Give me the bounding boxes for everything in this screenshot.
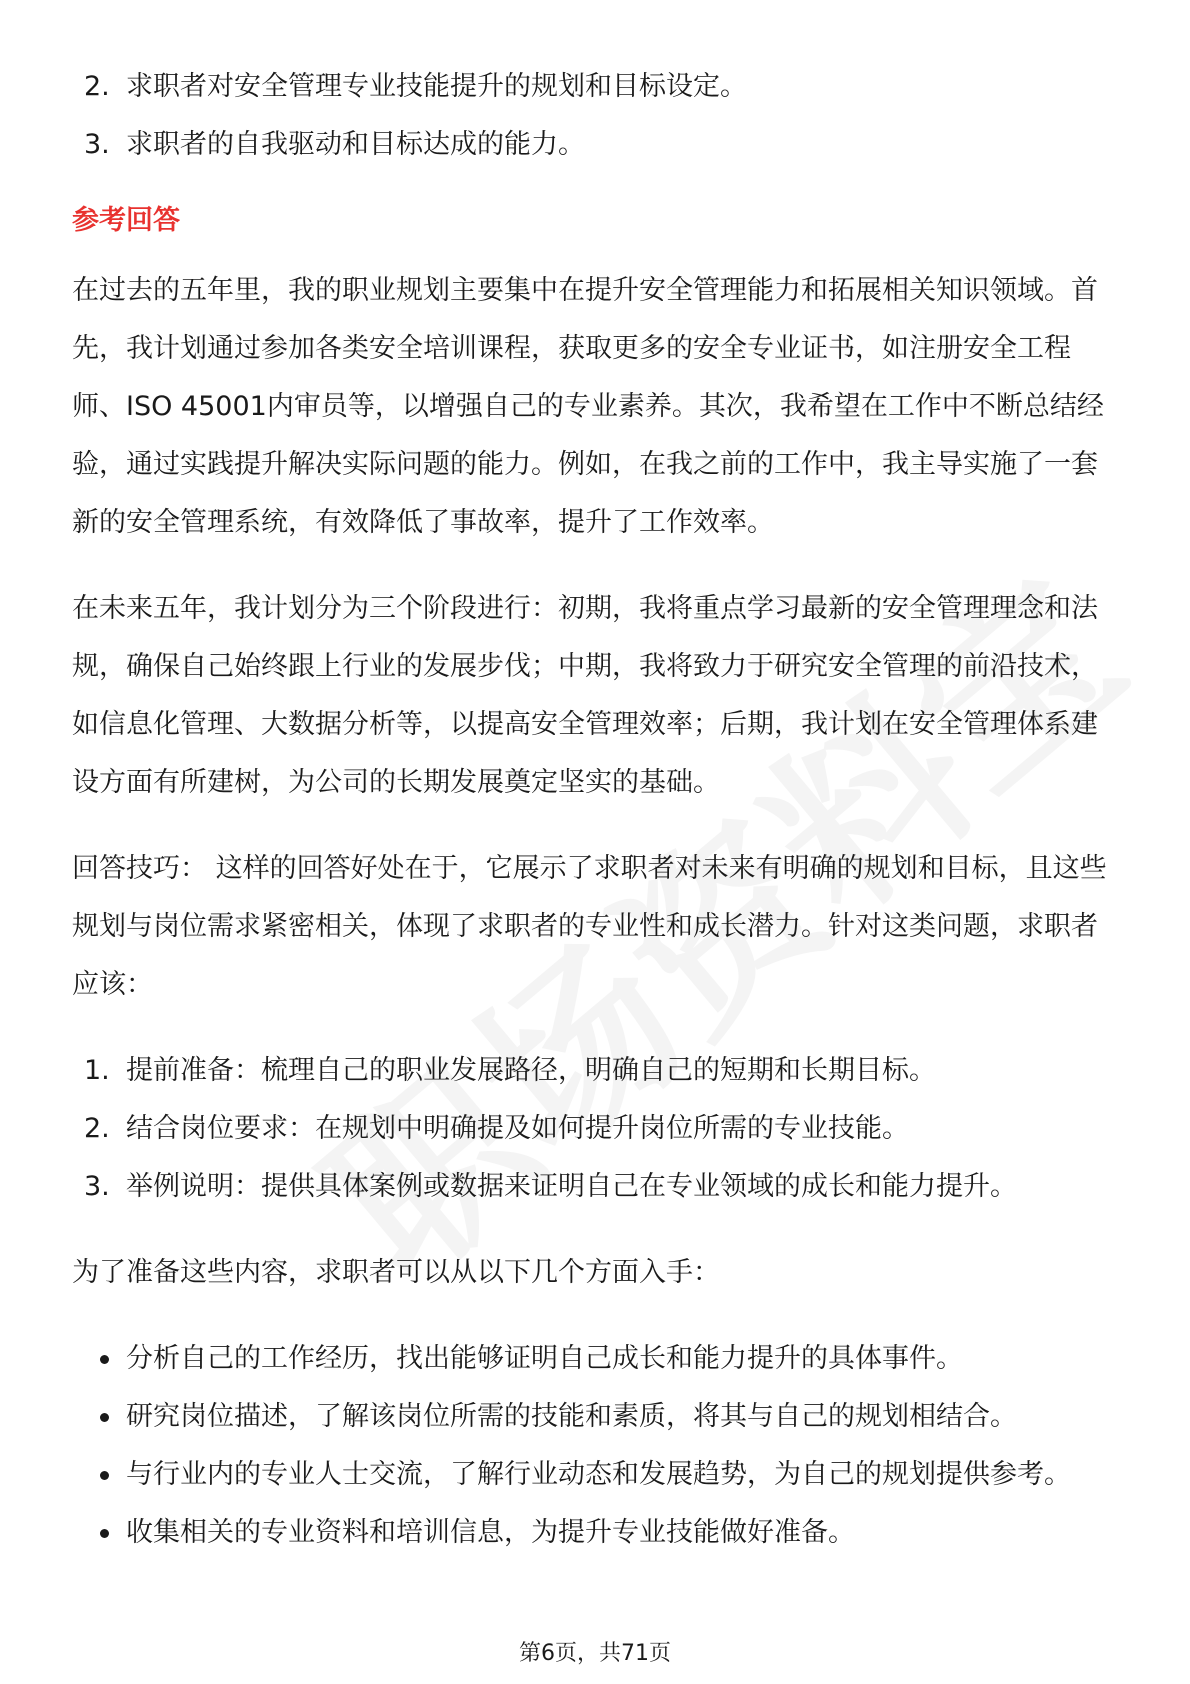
list-item [72, 1042, 1122, 1100]
tips-paragraph: 回答技巧： 这样的回答好处在于，它展示了求职者对未来有明确的规划和目标，且这些规划与岗位需求紧密相关，体现了求职者的专业性和成长潜力。针对这类问题，求职者应该： [72, 853, 1107, 1000]
list-item [72, 1158, 1122, 1216]
answer-paragraph: 在过去的五年里，我的职业规划主要集中在提升安全管理能力和拓展相关知识领域。首先，我计划通过参加各类安全培训课程，获取更多的安全专业证书，如注册安全工程师、ISO 45001内审员等，以增强自己的专业素养。其次，我希望在工作中不断总结经验，通过实践提升解决实际问题的能力。例如，在我之前的工作中，我主导实施了一套新的安全管理系统，有效降低了事故率，提升了工作效率。 [72, 275, 1104, 538]
bullet-item-text: 分析自己的工作经历，找出能够证明自己成长和能力提升的具体事件。 [126, 1343, 963, 1374]
bullet-item [72, 1388, 1122, 1446]
bullet-item-text: 收集相关的专业资料和培训信息，为提升专业技能做好准备。 [126, 1517, 855, 1548]
list-item [72, 1100, 1122, 1158]
list-item-text: 举例说明：提供具体案例或数据来证明自己在专业领域的成长和能力提升。 [126, 1171, 1017, 1202]
page-footer: 第6页，共71页 [519, 1641, 671, 1666]
bullet-dot-icon [100, 1529, 109, 1538]
bullet-item [72, 1446, 1122, 1504]
bullet-item-text: 研究岗位描述，了解该岗位所需的技能和素质，将其与自己的规划相结合。 [126, 1401, 1017, 1432]
list-marker: 3. [84, 1171, 110, 1202]
answer-paragraph: 在未来五年，我计划分为三个阶段进行：初期，我将重点学习最新的安全管理理念和法规，确保自己始终跟上行业的发展步伐；中期，我将致力于研究安全管理的前沿技术，如信息化管理、大数据分析等，以提高安全管理效率；后期，我计划在安全管理体系建设方面有所建树，为公司的长期发展奠定坚实的基础。 [72, 593, 1098, 798]
bullet-item [72, 1504, 1122, 1562]
top-numbered-list [72, 58, 1122, 174]
page-content [72, 58, 1122, 1562]
bullet-dot-icon [100, 1471, 109, 1480]
prep-intro: 为了准备这些内容，求职者可以从以下几个方面入手： [72, 1257, 720, 1288]
list-item-text: 求职者的自我驱动和目标达成的能力。 [126, 129, 585, 160]
bullet-dot-icon [100, 1413, 109, 1422]
list-item-text: 提前准备：梳理自己的职业发展路径，明确自己的短期和长期目标。 [126, 1055, 936, 1086]
list-item [72, 116, 1122, 174]
list-marker: 2. [84, 1113, 110, 1144]
list-item [72, 58, 1122, 116]
bullet-item [72, 1330, 1122, 1388]
bullet-item-text: 与行业内的专业人士交流，了解行业动态和发展趋势，为自己的规划提供参考。 [126, 1459, 1071, 1490]
list-item-text: 求职者对安全管理专业技能提升的规划和目标设定。 [126, 71, 747, 102]
list-marker: 3. [84, 129, 110, 160]
list-item-text: 结合岗位要求：在规划中明确提及如何提升岗位所需的专业技能。 [126, 1113, 909, 1144]
list-marker: 2. [84, 71, 110, 102]
list-marker: 1. [84, 1055, 110, 1086]
prep-bullet-list [72, 1330, 1122, 1562]
answer-heading: 参考回答 [72, 205, 180, 236]
tips-numbered-list [72, 1042, 1122, 1216]
bullet-dot-icon [100, 1355, 109, 1364]
